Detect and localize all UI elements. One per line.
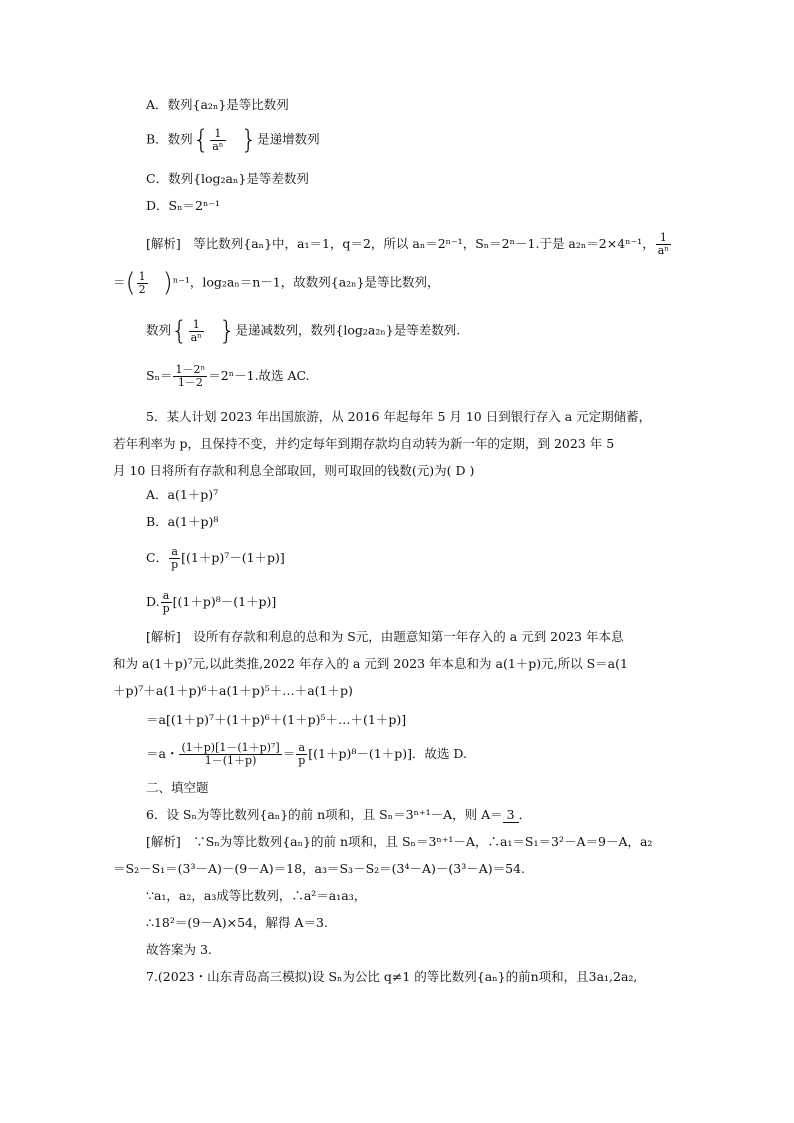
sol4-text: ＝2ⁿ－1.故选 AC. bbox=[208, 368, 310, 383]
solution-6-line-4: ∴18²＝(9－A)×54，解得 A＝3. bbox=[146, 915, 328, 930]
fraction-1-over-an bbox=[210, 128, 225, 153]
frac-den: p bbox=[298, 754, 306, 767]
option-b-prefix: B．数列 bbox=[146, 131, 193, 147]
fraction-1-over-an bbox=[189, 319, 204, 344]
question-5-line-2: 若年利率为 p，且保持不变，并约定每年到期存款均自动转为新一年的定期，到 2023 年 5 bbox=[113, 436, 615, 451]
q6-text: 6．设 Sₙ为等比数列{aₙ}的前 n项和，且 Sₙ＝3ⁿ⁺¹－A，则 A＝ bbox=[146, 807, 503, 822]
solution-6-line-2: ＝S₂－S₁＝(3³－A)－(9－A)＝18，a₃＝S₃－S₂＝(3⁴－A)－(3³－A)＝54. bbox=[113, 861, 526, 876]
equals-sign: ＝ bbox=[113, 274, 126, 290]
frac-num: a bbox=[169, 546, 180, 559]
q5-c-text: [(1＋p)⁷－(1＋p)] bbox=[181, 550, 285, 565]
fraction-geometric-sum bbox=[179, 742, 281, 767]
option-b-suffix: 是递增数列 bbox=[257, 131, 320, 147]
frac-num: 1 bbox=[189, 319, 204, 332]
left-brace: { bbox=[171, 316, 188, 346]
section-heading: 二、填空题 bbox=[146, 780, 209, 795]
fraction-1-over-an bbox=[656, 232, 671, 257]
fraction-1-over-2 bbox=[137, 271, 148, 296]
frac-num: 1－2ⁿ bbox=[175, 363, 206, 376]
fraction-a-over-p bbox=[169, 546, 180, 571]
solution-6-line-3: ∵a₁，a₂，a₃成等比数列，∴a²＝a₁a₃， bbox=[146, 888, 367, 903]
question-5-line-3: 月 10 日将所有存款和利息全部取回，则可取回的钱数(元)为( D ) bbox=[113, 463, 475, 478]
q5-d-label: D. bbox=[146, 594, 160, 609]
frac-den: aⁿ bbox=[190, 330, 202, 344]
solution-5-line-2: 和为 a(1＋p)⁷元,以此类推,2022 年存入的 a 元到 2023 年本息和为 a(1＋p)元,所以 S＝a(1 bbox=[113, 656, 628, 671]
solution-4-line-4 bbox=[146, 364, 310, 389]
option-a: A．数列{a₂ₙ}是等比数列 bbox=[146, 97, 289, 112]
right-brace: } bbox=[240, 125, 258, 155]
sol5-text: ＝a・ bbox=[146, 746, 179, 761]
fraction-sum bbox=[173, 364, 207, 389]
sol5-text: ＝ bbox=[282, 746, 296, 761]
question-5-line-1: 5．某人计划 2023 年出国旅游，从 2016 年起每年 5 月 10 日到银行存入 a 元定期储蓄， bbox=[146, 409, 652, 424]
frac-num: 1 bbox=[138, 269, 146, 283]
frac-den: p bbox=[162, 602, 170, 615]
q6-text: ． bbox=[518, 807, 532, 822]
solution-4-line-3 bbox=[146, 318, 460, 344]
solution-5-line-1: [解析] 设所有存款和利息的总和为 S元，由题意知第一年存入的 a 元到 2023 年本息 bbox=[146, 629, 624, 644]
sol5-text: [(1＋p)⁸－(1＋p)]．故选 D. bbox=[308, 746, 467, 761]
solution-5-line-4: ＝a[(1＋p)⁷＋(1＋p)⁶＋(1＋p)⁵＋…＋(1＋p)] bbox=[146, 712, 407, 727]
sol4-text: ⁿ⁻¹，log₂aₙ＝n－1，故数列{a₂ₙ}是等比数列， bbox=[172, 274, 440, 290]
question-7-line-1: 7.(2023・山东青岛高三模拟)设 Sₙ为公比 q≠1 的等比数列{aₙ}的前n项和，且3a₁,2a₂, bbox=[146, 969, 638, 984]
fraction-a-over-p bbox=[296, 742, 307, 767]
solution-6-line-5: 故答案为 3. bbox=[146, 942, 212, 957]
question-6 bbox=[146, 807, 531, 823]
sol4-text: Sₙ＝ bbox=[146, 368, 173, 383]
sol4-text: 是递减数列，数列{log₂a₂ₙ}是等差数列. bbox=[235, 322, 461, 338]
frac-den: 2 bbox=[138, 282, 146, 296]
frac-num: a bbox=[161, 590, 172, 603]
sol4-text: 数列 bbox=[146, 322, 172, 338]
option-c: C．数列{log₂aₙ}是等差数列 bbox=[146, 171, 309, 186]
fraction-a-over-p bbox=[161, 590, 172, 615]
solution-5-line-3: ＋p)⁷＋a(1＋p)⁶＋a(1＋p)⁵＋…＋a(1＋p) bbox=[113, 683, 353, 698]
solution-6-line-1: [解析] ∵Sₙ为等比数列{aₙ}的前 n项和，且 Sₙ＝3ⁿ⁺¹－A，∴a₁＝S₁＝3²－A＝9－A，a₂ bbox=[146, 834, 653, 849]
frac-num: (1＋p)[1－(1＋p)⁷] bbox=[181, 741, 280, 754]
left-brace: { bbox=[192, 125, 210, 155]
frac-num: 1 bbox=[210, 128, 225, 141]
q5-c-label: C． bbox=[146, 550, 169, 565]
right-brace: } bbox=[218, 316, 236, 346]
solution-5-line-5 bbox=[146, 742, 467, 767]
frac-den: aⁿ bbox=[212, 139, 224, 153]
option-b bbox=[146, 127, 320, 153]
q5-option-d bbox=[146, 590, 276, 615]
solution-4-line-2 bbox=[113, 270, 440, 296]
frac-den: 1－2 bbox=[177, 376, 203, 389]
left-paren: ( bbox=[125, 268, 136, 298]
q5-d-text: [(1＋p)⁸－(1＋p)] bbox=[172, 594, 277, 609]
q5-option-b: B．a(1＋p)⁸ bbox=[146, 514, 219, 529]
frac-den: p bbox=[171, 558, 179, 571]
option-d: D．Sₙ＝2ⁿ⁻¹ bbox=[146, 198, 220, 213]
frac-den: 1－(1＋p) bbox=[204, 754, 257, 767]
right-paren: ) bbox=[162, 268, 173, 298]
frac-num: a bbox=[296, 742, 307, 755]
frac-den: aⁿ bbox=[657, 244, 670, 257]
sol4-text: [解析] 等比数列{aₙ}中，a₁＝1，q＝2，所以 aₙ＝2ⁿ⁻¹，Sₙ＝2ⁿ－1.于是 a₂ₙ＝2×4ⁿ⁻¹， bbox=[146, 236, 655, 251]
q5-option-c bbox=[146, 546, 285, 571]
frac-num: 1 bbox=[656, 232, 671, 245]
q6-answer-blank: 3 bbox=[503, 807, 519, 823]
solution-4-line-1 bbox=[146, 232, 672, 257]
q5-option-a: A．a(1＋p)⁷ bbox=[146, 487, 219, 502]
